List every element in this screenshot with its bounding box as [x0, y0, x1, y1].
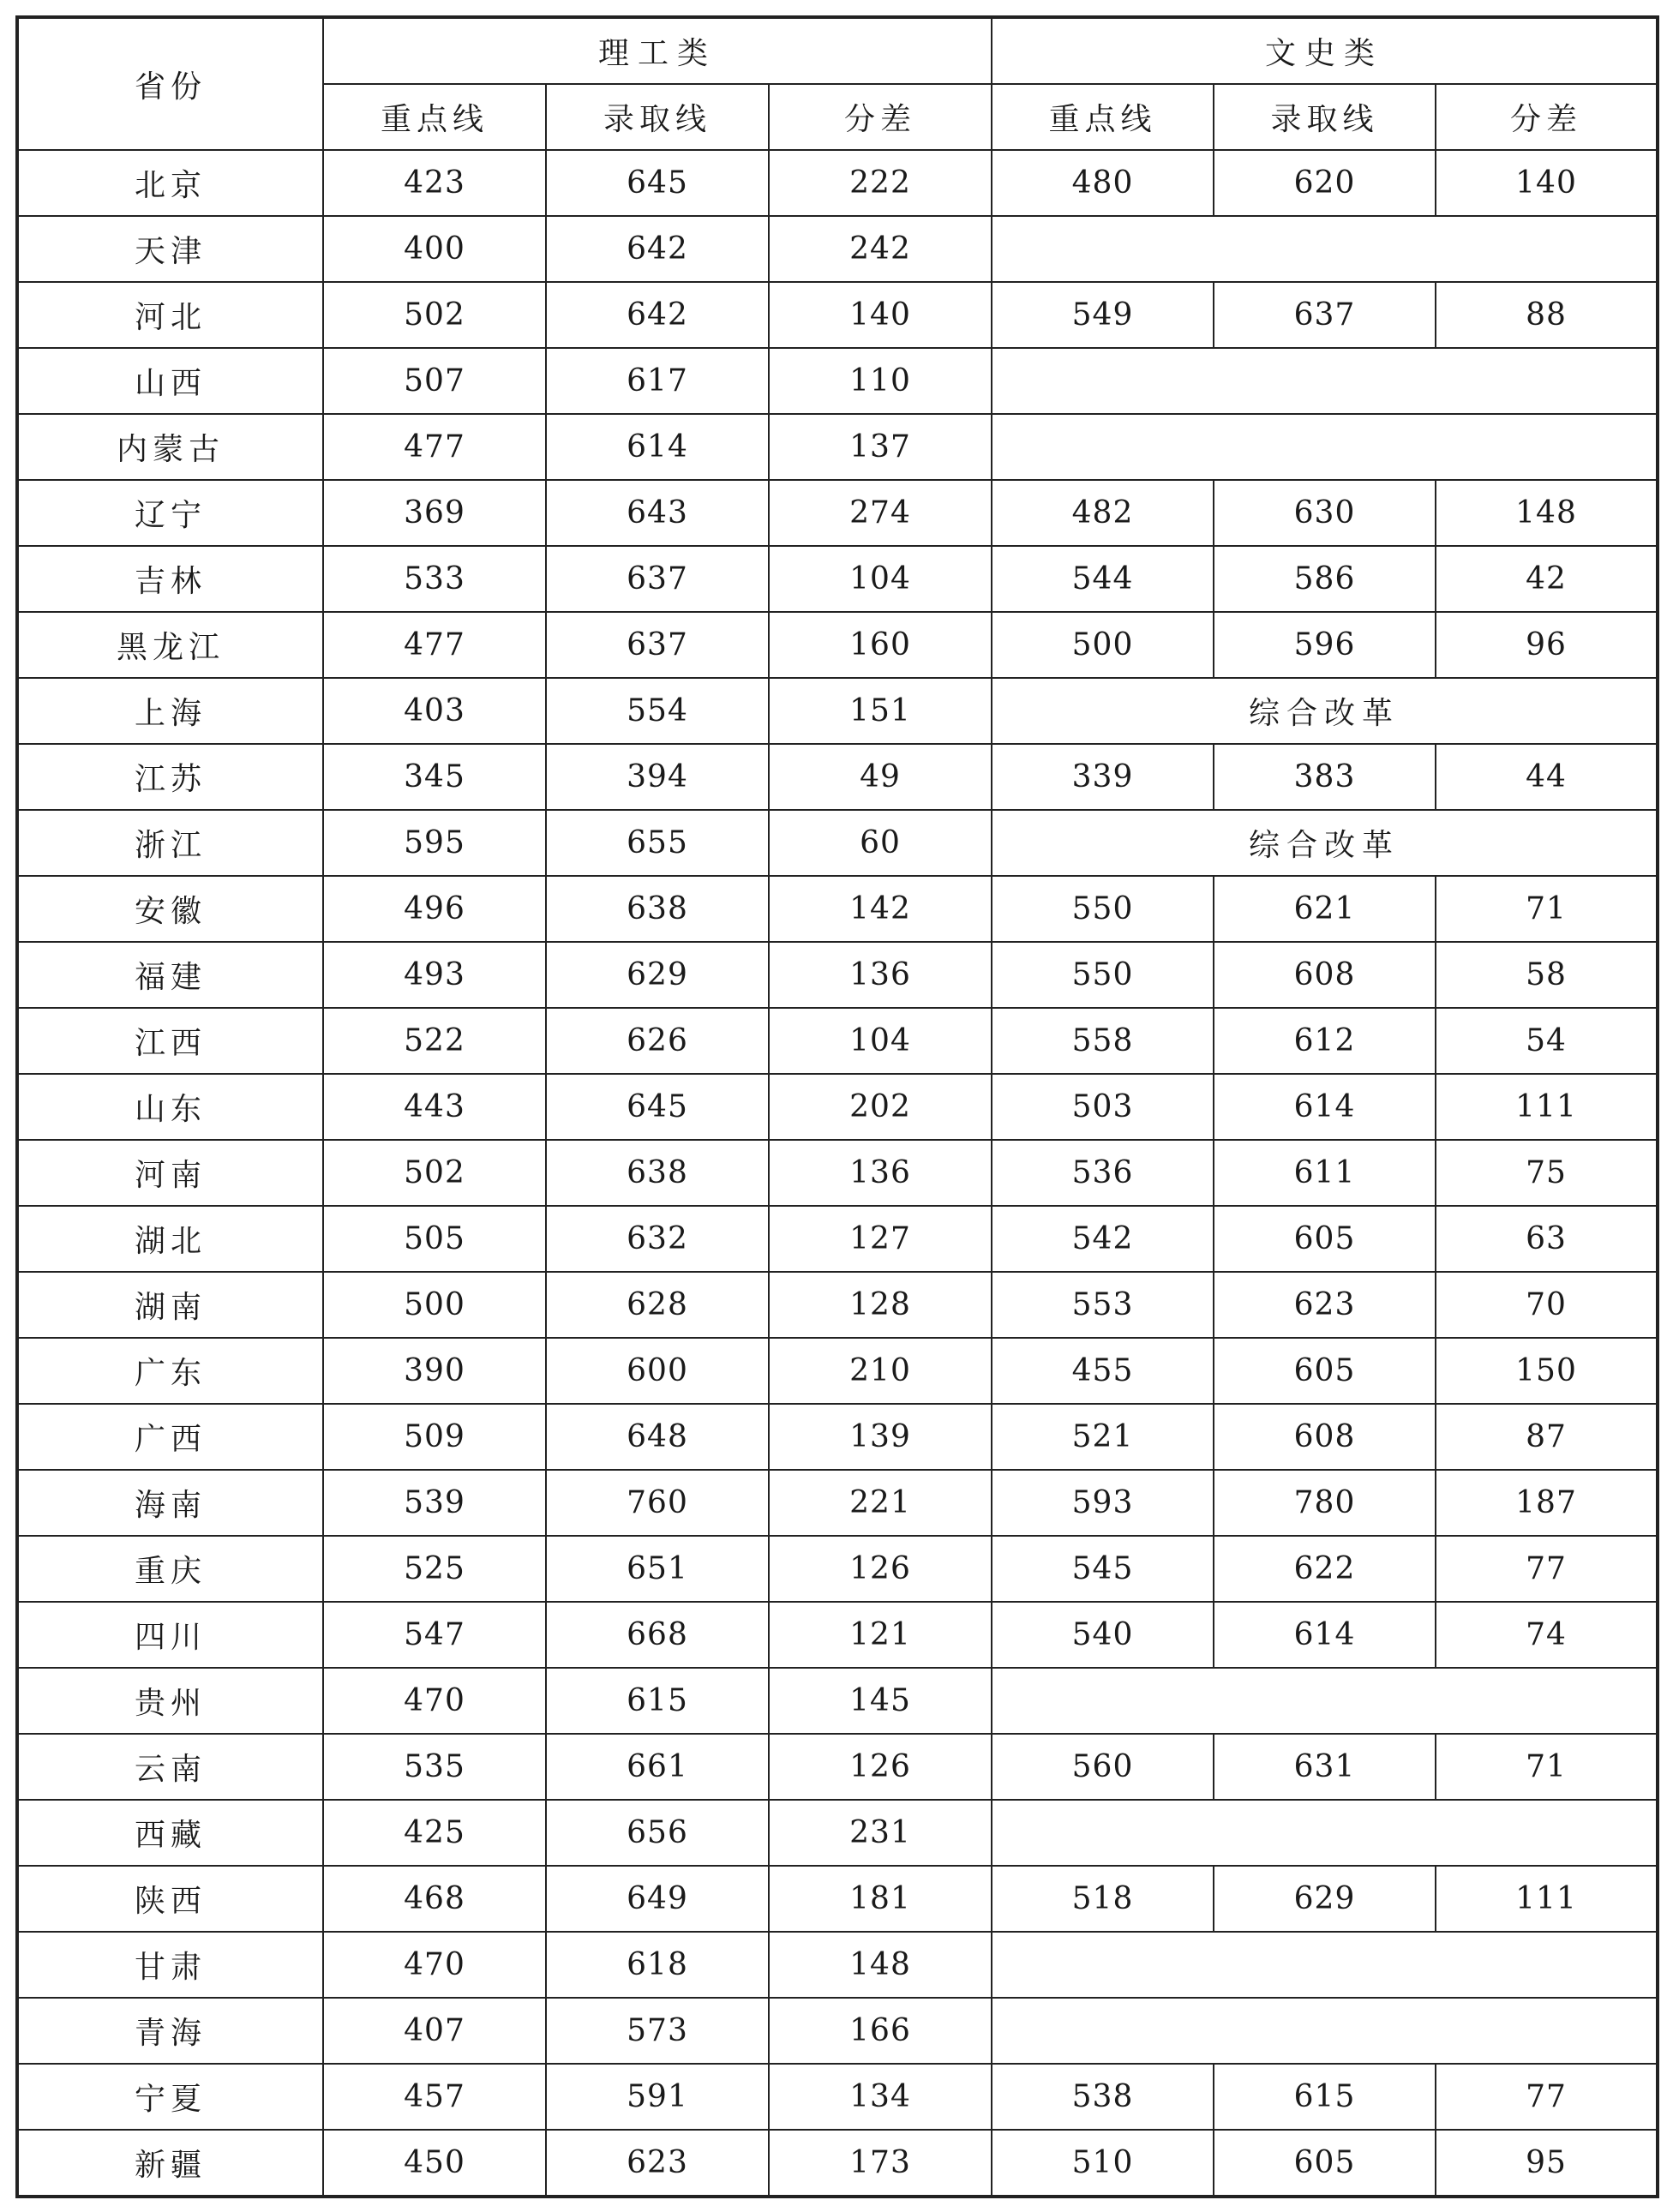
- science-key-line-cell: 533: [323, 546, 546, 612]
- arts-difference-cell: 71: [1436, 1734, 1657, 1800]
- province-cell: 贵州: [18, 1668, 323, 1734]
- science-difference-cell: 202: [769, 1074, 992, 1140]
- province-cell: 湖南: [18, 1272, 323, 1338]
- science-difference-cell: 104: [769, 1008, 992, 1074]
- science-difference-cell: 137: [769, 414, 992, 480]
- province-cell: 新疆: [18, 2130, 323, 2196]
- science-difference-cell: 231: [769, 1800, 992, 1866]
- science-admission-line-cell: 760: [546, 1470, 769, 1536]
- arts-empty-cell: [992, 1668, 1657, 1734]
- table-row: [18, 1998, 1657, 2064]
- arts-admission-line-cell: 615: [1214, 2064, 1436, 2130]
- arts-difference-cell: 111: [1436, 1074, 1657, 1140]
- science-difference-cell: 173: [769, 2130, 992, 2196]
- science-admission-line-cell: 648: [546, 1404, 769, 1470]
- science-difference-cell: 110: [769, 348, 992, 414]
- science-admission-line-cell: 643: [546, 480, 769, 546]
- arts-difference-cell: 77: [1436, 1536, 1657, 1602]
- province-cell: 北京: [18, 150, 323, 216]
- table-row: [18, 744, 1657, 810]
- arts-difference-cell: 96: [1436, 612, 1657, 678]
- arts-key-line-cell: 558: [992, 1008, 1214, 1074]
- table-row: [18, 150, 1657, 216]
- table-row: [18, 348, 1657, 414]
- table-row: [18, 1602, 1657, 1668]
- science-admission-line-cell: 661: [546, 1734, 769, 1800]
- science-admission-line-cell: 628: [546, 1272, 769, 1338]
- arts-key-line-cell: 550: [992, 876, 1214, 942]
- province-cell: 安徽: [18, 876, 323, 942]
- arts-admission-line-cell: 605: [1214, 2130, 1436, 2196]
- arts-difference-cell: 148: [1436, 480, 1657, 546]
- arts-difference-cell: 58: [1436, 942, 1657, 1008]
- table-row: [18, 1008, 1657, 1074]
- province-cell: 辽宁: [18, 480, 323, 546]
- science-difference-cell: 134: [769, 2064, 992, 2130]
- table-row: [18, 1272, 1657, 1338]
- arts-difference-cell: 77: [1436, 2064, 1657, 2130]
- arts-empty-cell: [992, 1998, 1657, 2064]
- science-admission-line-cell: 615: [546, 1668, 769, 1734]
- header-science-difference: 分差: [769, 84, 992, 150]
- score-table: [17, 17, 1658, 2197]
- science-key-line-cell: 407: [323, 1998, 546, 2064]
- arts-difference-cell: 74: [1436, 1602, 1657, 1668]
- science-admission-line-cell: 626: [546, 1008, 769, 1074]
- arts-difference-cell: 70: [1436, 1272, 1657, 1338]
- province-cell: 江苏: [18, 744, 323, 810]
- science-key-line-cell: 496: [323, 876, 546, 942]
- arts-admission-line-cell: 637: [1214, 282, 1436, 348]
- table-body: [18, 150, 1657, 2196]
- province-cell: 山西: [18, 348, 323, 414]
- table-row: [18, 678, 1657, 744]
- science-difference-cell: 274: [769, 480, 992, 546]
- arts-difference-cell: 63: [1436, 1206, 1657, 1272]
- province-cell: 吉林: [18, 546, 323, 612]
- arts-admission-line-cell: 629: [1214, 1866, 1436, 1932]
- arts-admission-line-cell: 608: [1214, 1404, 1436, 1470]
- science-admission-line-cell: 573: [546, 1998, 769, 2064]
- science-admission-line-cell: 600: [546, 1338, 769, 1404]
- science-admission-line-cell: 623: [546, 2130, 769, 2196]
- science-key-line-cell: 369: [323, 480, 546, 546]
- province-cell: 河北: [18, 282, 323, 348]
- arts-difference-cell: 42: [1436, 546, 1657, 612]
- arts-admission-line-cell: 608: [1214, 942, 1436, 1008]
- arts-admission-line-cell: 620: [1214, 150, 1436, 216]
- arts-key-line-cell: 339: [992, 744, 1214, 810]
- science-key-line-cell: 595: [323, 810, 546, 876]
- science-difference-cell: 145: [769, 1668, 992, 1734]
- science-key-line-cell: 493: [323, 942, 546, 1008]
- header-arts-admission-line: 录取线: [1214, 84, 1436, 150]
- table-row: [18, 1404, 1657, 1470]
- province-cell: 福建: [18, 942, 323, 1008]
- table-row: [18, 1800, 1657, 1866]
- arts-difference-cell: 95: [1436, 2130, 1657, 2196]
- science-difference-cell: 49: [769, 744, 992, 810]
- science-key-line-cell: 468: [323, 1866, 546, 1932]
- arts-key-line-cell: 544: [992, 546, 1214, 612]
- province-cell: 青海: [18, 1998, 323, 2064]
- science-key-line-cell: 425: [323, 1800, 546, 1866]
- science-key-line-cell: 502: [323, 282, 546, 348]
- arts-admission-line-cell: 631: [1214, 1734, 1436, 1800]
- arts-admission-line-cell: 586: [1214, 546, 1436, 612]
- arts-key-line-cell: 545: [992, 1536, 1214, 1602]
- arts-admission-line-cell: 630: [1214, 480, 1436, 546]
- science-admission-line-cell: 645: [546, 1074, 769, 1140]
- arts-key-line-cell: 549: [992, 282, 1214, 348]
- arts-key-line-cell: 550: [992, 942, 1214, 1008]
- table-row: [18, 1932, 1657, 1998]
- science-key-line-cell: 457: [323, 2064, 546, 2130]
- table-row: [18, 2130, 1657, 2196]
- province-cell: 江西: [18, 1008, 323, 1074]
- science-difference-cell: 242: [769, 216, 992, 282]
- science-key-line-cell: 547: [323, 1602, 546, 1668]
- header-arts-difference: 分差: [1436, 84, 1657, 150]
- arts-difference-cell: 87: [1436, 1404, 1657, 1470]
- science-key-line-cell: 477: [323, 612, 546, 678]
- science-key-line-cell: 423: [323, 150, 546, 216]
- science-key-line-cell: 400: [323, 216, 546, 282]
- science-difference-cell: 126: [769, 1536, 992, 1602]
- science-key-line-cell: 345: [323, 744, 546, 810]
- table-row: [18, 546, 1657, 612]
- arts-admission-line-cell: 614: [1214, 1602, 1436, 1668]
- arts-admission-line-cell: 622: [1214, 1536, 1436, 1602]
- science-key-line-cell: 535: [323, 1734, 546, 1800]
- province-cell: 上海: [18, 678, 323, 744]
- science-admission-line-cell: 617: [546, 348, 769, 414]
- science-admission-line-cell: 645: [546, 150, 769, 216]
- science-key-line-cell: 522: [323, 1008, 546, 1074]
- province-cell: 宁夏: [18, 2064, 323, 2130]
- header-science-key-line: 重点线: [323, 84, 546, 150]
- science-difference-cell: 151: [769, 678, 992, 744]
- table-row: [18, 612, 1657, 678]
- table-row: [18, 480, 1657, 546]
- table-row: [18, 282, 1657, 348]
- arts-difference-cell: 54: [1436, 1008, 1657, 1074]
- province-cell: 陕西: [18, 1866, 323, 1932]
- arts-key-line-cell: 480: [992, 150, 1214, 216]
- science-key-line-cell: 390: [323, 1338, 546, 1404]
- arts-admission-line-cell: 383: [1214, 744, 1436, 810]
- table-row: [18, 942, 1657, 1008]
- province-cell: 云南: [18, 1734, 323, 1800]
- arts-difference-cell: 150: [1436, 1338, 1657, 1404]
- arts-key-line-cell: 540: [992, 1602, 1214, 1668]
- header-province: 省份: [18, 18, 323, 150]
- science-key-line-cell: 403: [323, 678, 546, 744]
- science-key-line-cell: 443: [323, 1074, 546, 1140]
- science-admission-line-cell: 638: [546, 876, 769, 942]
- table-row: [18, 1668, 1657, 1734]
- header-arts-key-line: 重点线: [992, 84, 1214, 150]
- table-row: [18, 2064, 1657, 2130]
- table-row: [18, 1074, 1657, 1140]
- science-admission-line-cell: 637: [546, 612, 769, 678]
- science-difference-cell: 127: [769, 1206, 992, 1272]
- science-difference-cell: 139: [769, 1404, 992, 1470]
- arts-admission-line-cell: 605: [1214, 1206, 1436, 1272]
- science-admission-line-cell: 637: [546, 546, 769, 612]
- science-admission-line-cell: 629: [546, 942, 769, 1008]
- arts-key-line-cell: 455: [992, 1338, 1214, 1404]
- science-difference-cell: 140: [769, 282, 992, 348]
- arts-empty-cell: [992, 216, 1657, 282]
- science-difference-cell: 60: [769, 810, 992, 876]
- table-row: [18, 1866, 1657, 1932]
- science-key-line-cell: 507: [323, 348, 546, 414]
- arts-difference-cell: 140: [1436, 150, 1657, 216]
- table-row: [18, 216, 1657, 282]
- science-key-line-cell: 500: [323, 1272, 546, 1338]
- header-science-group: 理工类: [323, 18, 992, 84]
- arts-admission-line-cell: 611: [1214, 1140, 1436, 1206]
- science-key-line-cell: 505: [323, 1206, 546, 1272]
- science-key-line-cell: 477: [323, 414, 546, 480]
- arts-difference-cell: 111: [1436, 1866, 1657, 1932]
- science-key-line-cell: 509: [323, 1404, 546, 1470]
- science-admission-line-cell: 638: [546, 1140, 769, 1206]
- science-key-line-cell: 470: [323, 1668, 546, 1734]
- arts-admission-line-cell: 621: [1214, 876, 1436, 942]
- arts-reform-note-cell: 综合改革: [992, 810, 1657, 876]
- science-key-line-cell: 525: [323, 1536, 546, 1602]
- header-science-admission-line: 录取线: [546, 84, 769, 150]
- table-row: [18, 1470, 1657, 1536]
- province-cell: 黑龙江: [18, 612, 323, 678]
- science-difference-cell: 126: [769, 1734, 992, 1800]
- science-difference-cell: 136: [769, 942, 992, 1008]
- province-cell: 河南: [18, 1140, 323, 1206]
- science-admission-line-cell: 614: [546, 414, 769, 480]
- arts-key-line-cell: 538: [992, 2064, 1214, 2130]
- arts-key-line-cell: 521: [992, 1404, 1214, 1470]
- science-admission-line-cell: 394: [546, 744, 769, 810]
- arts-difference-cell: 44: [1436, 744, 1657, 810]
- science-admission-line-cell: 632: [546, 1206, 769, 1272]
- table-row: [18, 414, 1657, 480]
- province-cell: 山东: [18, 1074, 323, 1140]
- province-cell: 海南: [18, 1470, 323, 1536]
- arts-key-line-cell: 482: [992, 480, 1214, 546]
- science-difference-cell: 166: [769, 1998, 992, 2064]
- science-difference-cell: 121: [769, 1602, 992, 1668]
- province-cell: 湖北: [18, 1206, 323, 1272]
- province-cell: 天津: [18, 216, 323, 282]
- table-header: [18, 18, 1657, 150]
- arts-key-line-cell: 500: [992, 612, 1214, 678]
- science-difference-cell: 221: [769, 1470, 992, 1536]
- science-admission-line-cell: 618: [546, 1932, 769, 1998]
- province-cell: 广西: [18, 1404, 323, 1470]
- arts-empty-cell: [992, 1800, 1657, 1866]
- header-row-groups: [18, 18, 1657, 84]
- arts-key-line-cell: 518: [992, 1866, 1214, 1932]
- header-arts-group: 文史类: [992, 18, 1657, 84]
- province-cell: 重庆: [18, 1536, 323, 1602]
- arts-admission-line-cell: 614: [1214, 1074, 1436, 1140]
- table-row: [18, 1140, 1657, 1206]
- arts-difference-cell: 187: [1436, 1470, 1657, 1536]
- science-key-line-cell: 502: [323, 1140, 546, 1206]
- arts-empty-cell: [992, 1932, 1657, 1998]
- province-cell: 四川: [18, 1602, 323, 1668]
- science-admission-line-cell: 591: [546, 2064, 769, 2130]
- science-difference-cell: 104: [769, 546, 992, 612]
- science-admission-line-cell: 656: [546, 1800, 769, 1866]
- science-difference-cell: 181: [769, 1866, 992, 1932]
- arts-key-line-cell: 542: [992, 1206, 1214, 1272]
- science-admission-line-cell: 642: [546, 216, 769, 282]
- province-cell: 内蒙古: [18, 414, 323, 480]
- arts-key-line-cell: 553: [992, 1272, 1214, 1338]
- table-row: [18, 810, 1657, 876]
- science-difference-cell: 142: [769, 876, 992, 942]
- arts-admission-line-cell: 612: [1214, 1008, 1436, 1074]
- arts-empty-cell: [992, 348, 1657, 414]
- table-row: [18, 1734, 1657, 1800]
- arts-difference-cell: 88: [1436, 282, 1657, 348]
- arts-key-line-cell: 536: [992, 1140, 1214, 1206]
- arts-difference-cell: 75: [1436, 1140, 1657, 1206]
- science-difference-cell: 148: [769, 1932, 992, 1998]
- table-row: [18, 1206, 1657, 1272]
- province-cell: 西藏: [18, 1800, 323, 1866]
- arts-empty-cell: [992, 414, 1657, 480]
- science-key-line-cell: 450: [323, 2130, 546, 2196]
- table-row: [18, 876, 1657, 942]
- arts-key-line-cell: 593: [992, 1470, 1214, 1536]
- arts-admission-line-cell: 596: [1214, 612, 1436, 678]
- science-admission-line-cell: 651: [546, 1536, 769, 1602]
- science-key-line-cell: 470: [323, 1932, 546, 1998]
- arts-key-line-cell: 560: [992, 1734, 1214, 1800]
- arts-key-line-cell: 510: [992, 2130, 1214, 2196]
- arts-reform-note-cell: 综合改革: [992, 678, 1657, 744]
- arts-admission-line-cell: 623: [1214, 1272, 1436, 1338]
- arts-admission-line-cell: 780: [1214, 1470, 1436, 1536]
- province-cell: 甘肃: [18, 1932, 323, 1998]
- science-difference-cell: 210: [769, 1338, 992, 1404]
- science-admission-line-cell: 642: [546, 282, 769, 348]
- science-difference-cell: 136: [769, 1140, 992, 1206]
- science-admission-line-cell: 668: [546, 1602, 769, 1668]
- table-row: [18, 1536, 1657, 1602]
- science-difference-cell: 160: [769, 612, 992, 678]
- science-difference-cell: 128: [769, 1272, 992, 1338]
- science-admission-line-cell: 655: [546, 810, 769, 876]
- arts-key-line-cell: 503: [992, 1074, 1214, 1140]
- province-cell: 广东: [18, 1338, 323, 1404]
- science-admission-line-cell: 554: [546, 678, 769, 744]
- arts-difference-cell: 71: [1436, 876, 1657, 942]
- table-row: [18, 1338, 1657, 1404]
- arts-admission-line-cell: 605: [1214, 1338, 1436, 1404]
- science-difference-cell: 222: [769, 150, 992, 216]
- science-admission-line-cell: 649: [546, 1866, 769, 1932]
- province-cell: 浙江: [18, 810, 323, 876]
- science-key-line-cell: 539: [323, 1470, 546, 1536]
